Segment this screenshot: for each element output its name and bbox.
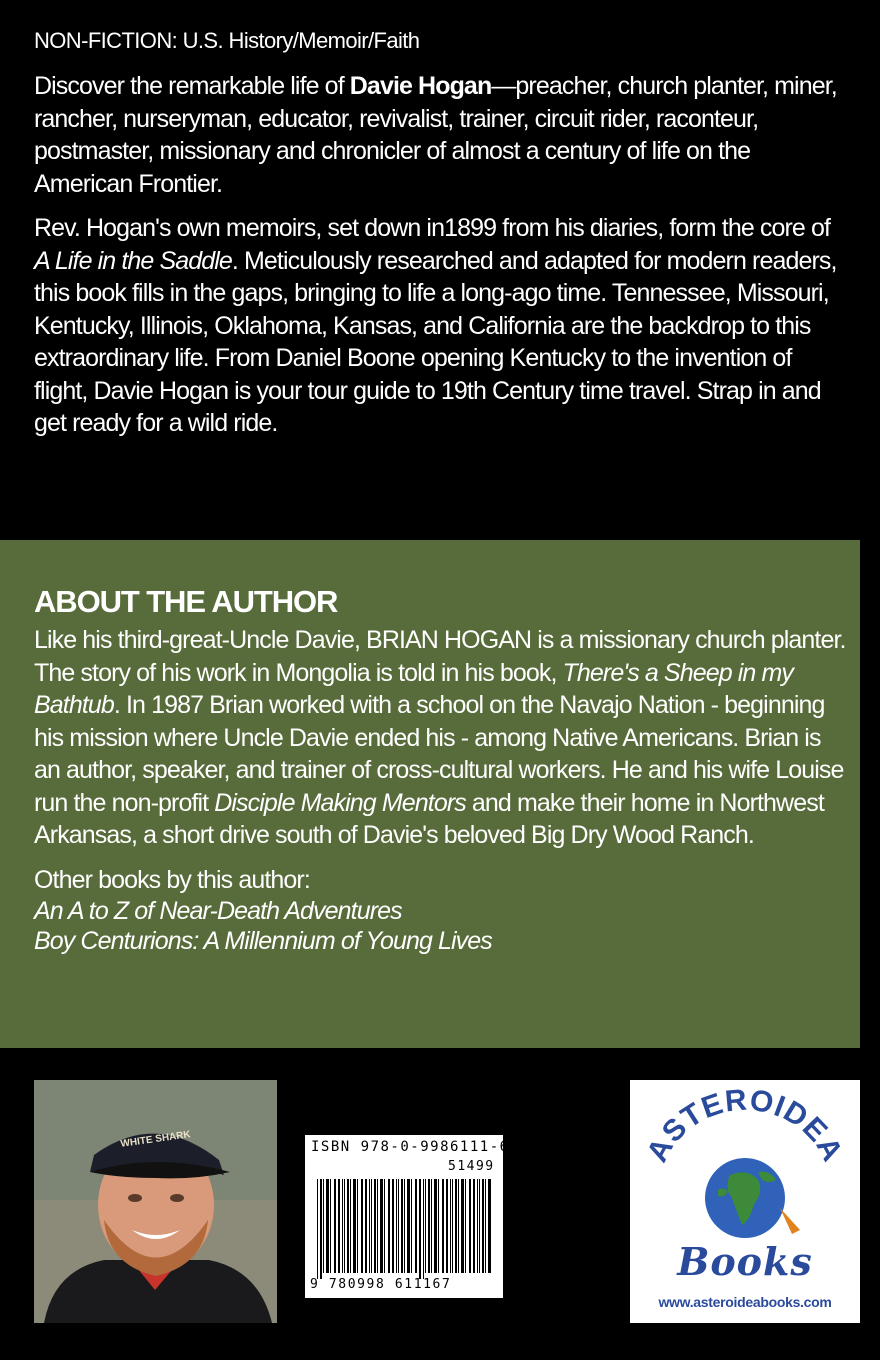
barcode-bar xyxy=(326,1179,329,1273)
logo-wordmark xyxy=(641,1083,850,1167)
memoir-lead: Rev. Hogan's own memoirs, set down in1899 from his diaries, form the core of xyxy=(34,214,831,242)
barcode-bar xyxy=(396,1179,397,1273)
other-books-title: Other books by this author: xyxy=(34,865,310,894)
barcode-bar xyxy=(317,1179,318,1279)
barcode-bar xyxy=(361,1179,363,1273)
intro-paragraph xyxy=(34,70,850,200)
barcode-bar xyxy=(431,1179,432,1273)
barcode-bar xyxy=(407,1179,410,1273)
barcode-bar xyxy=(450,1179,451,1273)
barcode-bar xyxy=(415,1179,417,1273)
memoir-rest: . Meticulously researched and adapted for modern readers, this book fills in the gaps, bringing to life a long-ago time. Tennessee, Missouri, Kentucky, Illinois, Oklahoma, Kansas, and California are the backdrop to this extraordinary life. From Daniel Boone opening Kentucky to the invention of flight, Davie Hogan is your tour guide to 19th Century time travel. Strap in and get ready for a wild ride. xyxy=(34,246,837,437)
barcode-bar xyxy=(392,1179,394,1273)
barcode-bar xyxy=(469,1179,471,1273)
other-book-item: An A to Z of Near-Death Adventures xyxy=(34,897,402,925)
publisher-url: www.asteroideabooks.com xyxy=(658,1294,832,1310)
barcode-bar xyxy=(357,1179,358,1273)
about-author-heading: ABOUT THE AUTHOR xyxy=(34,584,338,619)
barcode-bar xyxy=(423,1179,424,1279)
asteroidea-logo xyxy=(630,1080,860,1250)
intro-lead: Discover the remarkable life of xyxy=(34,72,350,100)
barcode-bar xyxy=(330,1179,331,1273)
barcode-bars xyxy=(305,1135,503,1298)
barcode-bar xyxy=(485,1179,486,1273)
bio-book-title: There's a Sheep in my Bathtub xyxy=(34,658,793,719)
barcode-bar xyxy=(350,1179,351,1273)
intro-rest: —preacher, church planter, miner, rancher, nurseryman, educator, revivalist, trainer, circuit rider, raconteur, postmaster, missionary and chronicler of almost a century of life on the American Frontier. xyxy=(34,72,837,198)
barcode-bar xyxy=(425,1179,426,1273)
isbn-number: ISBN 978-0-9986111-6-7 xyxy=(311,1139,530,1155)
author-photo xyxy=(34,1080,277,1323)
barcode-bar xyxy=(380,1179,383,1273)
barcode-bar xyxy=(384,1179,385,1273)
barcode-bar xyxy=(434,1179,437,1273)
memoir-paragraph xyxy=(34,212,850,440)
price-code: 51499 xyxy=(448,1159,495,1174)
barcode-bar xyxy=(442,1179,444,1273)
barcode-bar xyxy=(398,1179,399,1273)
barcode-bar xyxy=(388,1179,390,1273)
publisher-script: Books xyxy=(677,1239,813,1284)
bio-part-1: Like his third-great-Uncle Davie, BRIAN HOGAN is a missionary church planter. The story of his work in Mongolia is told in his book, xyxy=(34,626,846,687)
barcode-bar xyxy=(419,1179,421,1279)
cap-logo-text: WHITE SHARK xyxy=(119,1129,192,1150)
barcode-bar xyxy=(461,1179,464,1273)
bio-part-2: . In 1987 Brian worked with a school on the Navajo Nation - beginning his mission where Uncle Davie ended his - among Native Americans. Brian is an author, speaker, and trainer of cross-cultural workers. He and his wife Louise run the non-profit xyxy=(34,691,844,817)
barcode-bar xyxy=(455,1179,457,1273)
barcode-bar xyxy=(334,1179,336,1273)
barcode-bar xyxy=(323,1179,324,1273)
book-title: A Life in the Saddle xyxy=(34,246,232,275)
publisher-logo xyxy=(630,1080,860,1323)
barcode-bar xyxy=(374,1179,376,1273)
about-author-panel xyxy=(0,540,860,1048)
description-block xyxy=(34,26,850,452)
barcode-bar xyxy=(438,1179,439,1273)
bio-part-3: and make their home in Northwest Arkansas, a short drive south of Davie's beloved Big Dry Wood Ranch. xyxy=(34,788,824,849)
bio-organization: Disciple Making Mentors xyxy=(214,788,466,817)
barcode-bar xyxy=(473,1179,475,1273)
barcode-bar xyxy=(369,1179,370,1273)
barcode-bar xyxy=(338,1179,340,1273)
barcode-bar xyxy=(344,1179,345,1273)
barcode-bar xyxy=(320,1179,322,1279)
barcode-bar xyxy=(371,1179,372,1273)
isbn-barcode xyxy=(305,1135,530,1298)
barcode-bar xyxy=(411,1179,412,1273)
barcode-bar xyxy=(404,1179,405,1273)
rocket-flame-icon xyxy=(780,1208,800,1234)
barcode-bar xyxy=(488,1179,491,1273)
genre-line: NON-FICTION: U.S. History/Memoir/Faith xyxy=(34,28,420,53)
author-portrait-illustration xyxy=(34,1080,277,1323)
logo-wordmark-path: ASTEROIDEA xyxy=(640,1083,850,1168)
about-author-content xyxy=(34,584,850,956)
barcode-bar xyxy=(342,1179,343,1273)
barcode-bar xyxy=(365,1179,367,1273)
subject-name: Davie Hogan xyxy=(349,72,492,100)
barcode-bar xyxy=(458,1179,459,1273)
barcode-bar xyxy=(353,1179,356,1273)
barcode-digits: 9 780998 611167 xyxy=(310,1277,452,1292)
barcode-bar xyxy=(401,1179,403,1273)
barcode-bar xyxy=(482,1179,484,1273)
barcode-bar xyxy=(479,1179,480,1273)
barcode-bar xyxy=(428,1179,430,1273)
other-book-item: Boy Centurions: A Millennium of Young Lives xyxy=(34,927,492,955)
barcode-bar xyxy=(452,1179,453,1273)
barcode-bar xyxy=(446,1179,448,1273)
barcode-bar xyxy=(465,1179,466,1273)
author-bio xyxy=(34,624,850,852)
barcode-bar xyxy=(477,1179,478,1273)
barcode-bar xyxy=(377,1179,378,1273)
barcode-bar xyxy=(347,1179,349,1273)
